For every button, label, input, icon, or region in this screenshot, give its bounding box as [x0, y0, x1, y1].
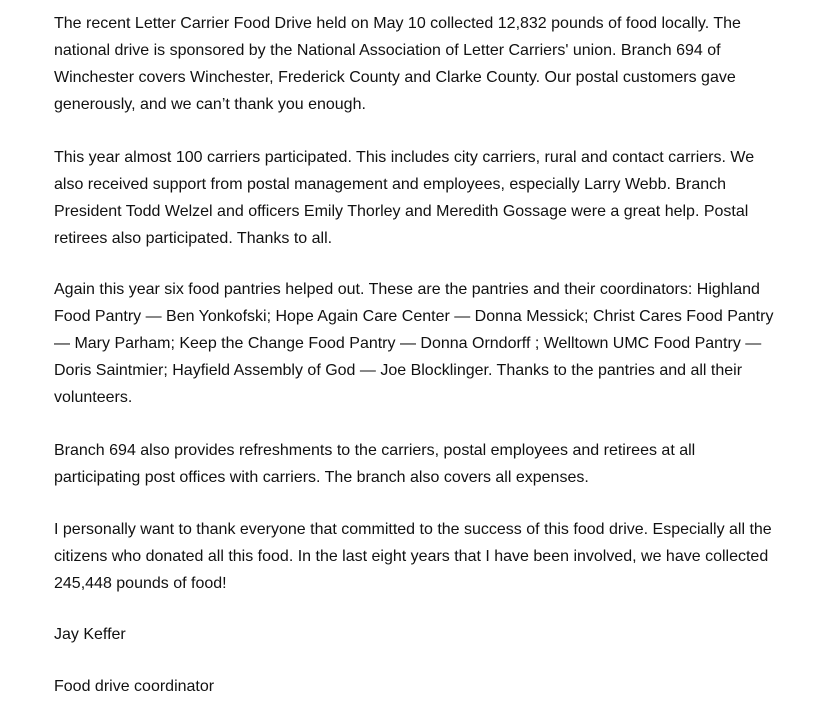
paragraph-food-pantries: Again this year six food pantries helped out. These are the pantries and their coordinators: Highland Food Pantry — Ben Yonkofski; Hope Again Care Center — Donna Messick; Christ Cares Food Pantry — Mary Parham; Keep the Change Food Pantry — Donna Orndorff ; Welltown UMC Food Pantry — Doris Saintmier; Hayfield Assembly of God — Joe Blocklinger. Thanks to the pantries and all their volunteers. [54, 281, 774, 406]
signature-title: Food drive coordinator [54, 678, 215, 695]
paragraph-personal-thanks: I personally want to thank everyone that committed to the success of this food drive. Especially all the citizens who donated all this food. In the last eight years that I have been involved, we have collected 245,448 pounds of food! [54, 521, 772, 592]
paragraph-carrier-participation: This year almost 100 carriers participated. This includes city carriers, rural and contact carriers. We also received support from postal management and employees, especially Larry Webb. Branch President Todd Welzel and officers Emily Thorley and Meredith Gossage were a great help. Postal retirees also participated. Thanks to all. [54, 149, 755, 247]
signature-name: Jay Keffer [54, 626, 126, 643]
paragraph-food-drive-results: The recent Letter Carrier Food Drive held on May 10 collected 12,832 pounds of food locally. The national drive is sponsored by the National Association of Letter Carriers' union. Branch 694 of Winchester covers Winchester, Frederick County and Clarke County. Our postal customers gave generously, and we can’t thank you enough. [54, 15, 741, 113]
paragraph-refreshments: Branch 694 also provides refreshments to the carriers, postal employees and retirees at all participating post offices with carriers. The branch also covers all expenses. [54, 442, 696, 486]
